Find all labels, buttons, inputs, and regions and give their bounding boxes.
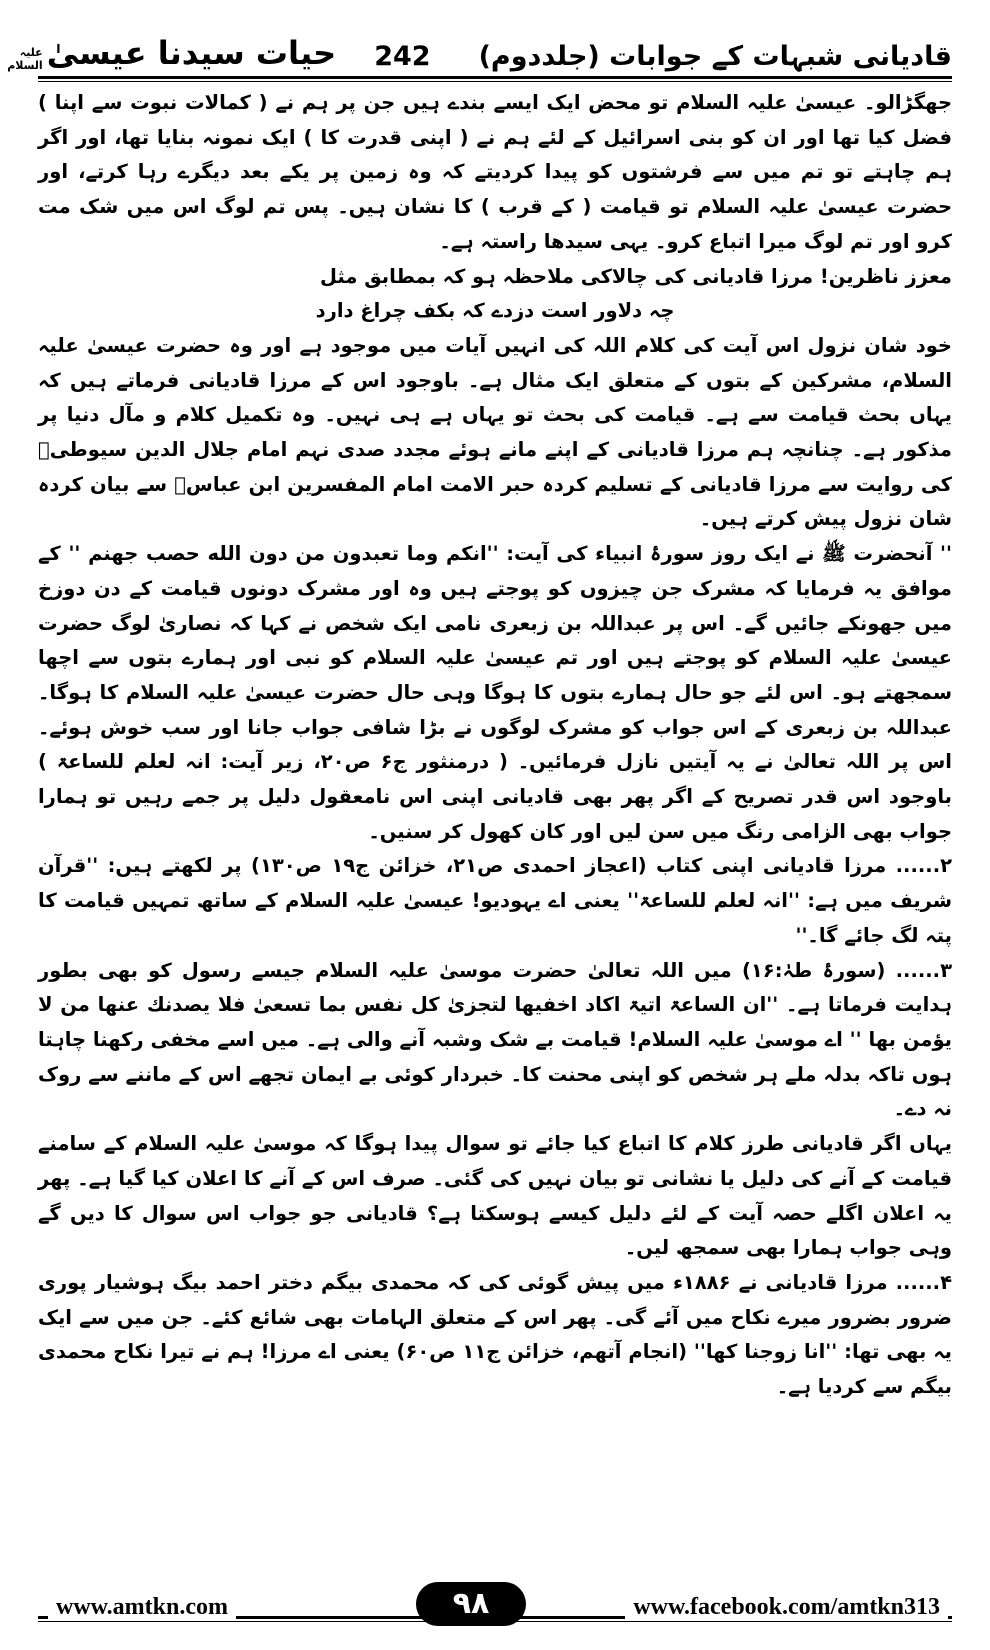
page-header (7, 20, 952, 72)
honorific-mark: علیہ السلام (7, 46, 43, 72)
persian-proverb: چہ دلاور است دزدے کہ بکف چراغ دارد (315, 299, 675, 323)
paragraph-point-4: ۴...... مرزا قادیانی نے ۱۸۸۶ء میں پیش گوئی کی کہ محمدی بیگم دختر احمد بیگ ہوشیار پوری ضرور بضرور میرے نکاح میں آئے گی۔ پھر اس کے متعلق الہامات بھی شائع کئے۔ جن میں سے ایک یہ بھی تھا: ''انا زوجنا کھا'' (انجام آتھم، خزائن ج۱۱ ص۶۰) یعنی اے مرزا! ہم نے تیرا نکاح محمدی بیگم سے کردیا ہے۔ (38, 1270, 952, 1399)
header-rule (38, 76, 952, 79)
page-number: 242 (374, 41, 431, 72)
paragraph-point-3: ۳...... (سورۂ طہٰ:۱۶) میں اللہ تعالیٰ حضرت موسیٰ علیہ السلام جیسے رسول کو بھی بطور ہدایت فرماتا ہے۔ ''ان الساعۃ اتیۃ اکاد اخفیھا لتجزیٰ کل نفس بما تسعیٰ فلا یصدنك عنھا من لا یؤمن بھا '' اے موسیٰ علیہ السلام! قیامت بے شک وشبہ آنے والی ہے۔ میں اسے مخفی رکھنا چاہتا ہوں تاکہ بدلہ ملے ہر شخص کو اپنی محنت کا۔ خبردار کوئی بے ایمان تجھے اس کے ماننے سے روک نہ دے۔ (38, 958, 952, 1121)
paragraph-shan-e-nuzul: خود شان نزول اس آیت کی کلام اللہ کی انہیں آیات میں موجود ہے اور وہ حضرت عیسیٰ علیہ السلام، مشرکین کے بتوں کے متعلق ایک مثال ہے۔ باوجود اس کے مرزا قادیانی فرماتے ہیں کہ یہاں بحث قیامت سے ہے۔ قیامت کی بحث تو یہاں ہے ہی نہیں۔ وہ تکمیل کلام و مآل دنیا پر مذکور ہے۔ چنانچہ ہم مرزا قادیانی کے اپنے مانے ہوئے مجدد صدی نہم امام جلال الدین سیوطیؒ کی روایت سے مرزا قادیانی کے تسلیم کردہ حبر الامت امام المفسرین ابن عباسؓ سے بیان کردہ شان نزول پیش کرتے ہیں۔ (38, 333, 952, 531)
page-badge: ۹۸ (416, 1582, 526, 1626)
paragraph-readers-note: معزز ناظرین! مرزا قادیانی کی چالاکی ملاحظہ ہو کہ بمطابق مثل (320, 264, 952, 288)
paragraph-quote-narration: '' آنحضرت ﷺ نے ایک روز سورۂ انبیاء کی آیت: ''انکم وما تعبدون من دون الله حصب جھنم '' کے موافق یہ فرمایا کہ مشرک جن چیزوں کو پوجتے ہیں وہ اور مشرک دونوں قیامت کے دن دوزخ میں جھونکے جائیں گے۔ اس پر عبداللہ بن زبعری نامی ایک شخص نے کہا کہ نصاریٰ لوگ حضرت عیسیٰ علیہ السلام کو پوجتے ہیں اور تم عیسیٰ علیہ السلام کو نبی اور ہمارے بتوں سے اچھا سمجھتے ہو۔ اس لئے جو حال ہمارے بتوں کا ہوگا وہی حال حضرت عیسیٰ علیہ السلام کا ہوگا۔ عبداللہ بن زبعری کے اس جواب کو مشرک لوگوں نے بڑا شافی جواب جانا اور سب خوش ہوئے۔ اس پر اللہ تعالیٰ نے یہ آیتیں نازل فرمائیں۔ ( درمنثور ج۶ ص۲۰، زیر آیت: انہ لعلم للساعۃ ) باوجود اس قدر تصریح کے اگر پھر بھی قادیانی اپنی اس نامعقول دلیل پر جمے رہیں تو ہمارا جواب بھی الزامی رنگ میں سن لیں اور کان کھول کر سنیں۔ (38, 542, 952, 843)
book-title: حیات سیدنا عیسیٰ (46, 34, 337, 72)
page-body (38, 86, 952, 1405)
facebook-link[interactable]: www.facebook.com/amtkn313 (625, 1594, 948, 1621)
paragraph-point-2: ۲...... مرزا قادیانی اپنی کتاب (اعجاز احمدی ص۲۱، خزائن ج۱۹ ص۱۳۰) پر لکھتے ہیں: ''قرآن شریف میں ہے: ''انہ لعلم للساعۃ'' یعنی اے یہودیو! عیسیٰ علیہ السلام کے ساتھ تمہیں قیامت کا پتہ لگ جائے گا۔'' (38, 854, 953, 947)
website-link[interactable]: www.amtkn.com (48, 1594, 236, 1621)
book-series-title: قادیانی شبہات کے جوابات (جلددوم) (478, 41, 952, 72)
paragraph-argument: یہاں اگر قادیانی طرز کلام کا اتباع کیا جائے تو سوال پیدا ہوگا کہ موسیٰ علیہ السلام کے سامنے قیامت کے آنے کی دلیل یا نشانی تو بیان نہیں کی گئی۔ صرف اس کے آنے کا اعلان کیا گیا ہے۔ پھر یہ اعلان اگلے حصہ آیت کے لئے دلیل کیسے ہوسکتا ہے؟ قادیانی جو جواب اس سوال کا دیں گے وہی جواب ہمارا بھی سمجھ لیں۔ (38, 1132, 952, 1260)
header-rule-thin (38, 81, 952, 82)
page-footer (38, 1586, 952, 1640)
paragraph-verse-translation: جھگڑالو۔ عیسیٰ علیہ السلام تو محض ایک ایسے بندے ہیں جن پر ہم نے ( کمالات نبوت سے اپنا ) فضل کیا تھا اور ان کو بنی اسرائیل کے لئے ہم نے ( اپنی قدرت کا ) ایک نمونہ بنایا تھا، اور اگر ہم چاہتے تو تم میں سے فرشتوں کو پیدا کردیتے کہ وہ زمین پر یکے بعد دیگرے رہا کرتے، اور حضرت عیسیٰ علیہ السلام تو قیامت ( کے قرب ) کا نشان ہیں۔ پس تم لوگ اس میں شک مت کرو اور تم لوگ میرا اتباع کرو۔ یہی سیدھا راستہ ہے۔ (38, 91, 952, 253)
